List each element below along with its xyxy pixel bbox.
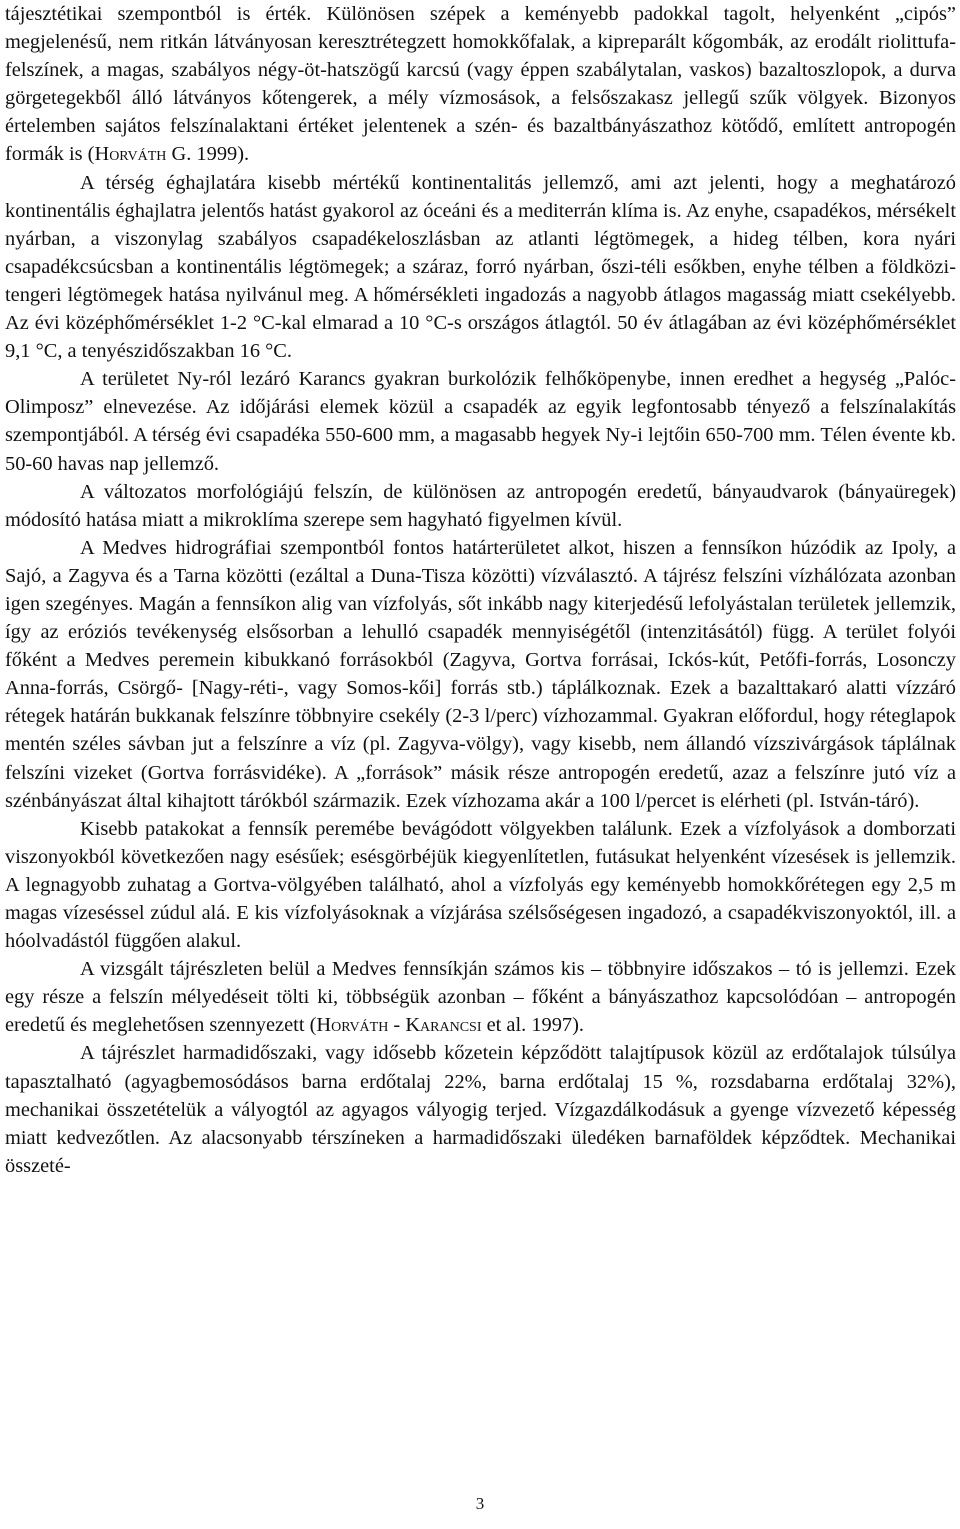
citation-separator: - [388, 1014, 406, 1037]
citation-author: Horváth [316, 1014, 389, 1037]
citation-year: G. 1999). [166, 143, 250, 166]
paragraph-4: A változatos morfológiájú felszín, de különösen az antropogén eredetű, bányaudvarok (bányaüregek) módosító hatása miatt a mikroklíma szerepe sem hagyható figyelmen kívül. [5, 480, 956, 531]
body-text [5, 0, 956, 1180]
paragraph-7-text: A vizsgált tájrészleten belül a Medves fennsíkján számos kis – többnyire időszakos – tó is jellemzi. Ezek egy része a felszín mélyedéseit tölti ki, többségük azonban – főként a bányászathoz kapcsolódóan – antropogén eredetű és meglehetősen szennyezett ( [5, 958, 956, 1037]
paragraph-2: A térség éghajlatára kisebb mértékű kontinentalitás jellemző, ami azt jelenti, hogy a meghatározó kontinentális éghajlatra jelentős hatást gyakorol az óceáni és a mediterrán klíma is. Az enyhe, csapadékos, mérsékelt nyárban, a viszonylag szabályos csapadékeloszlásban az atlanti légtömegek, a hideg télben, kora nyári csapadékcsúcsban a kontinentális légtömegek; a száraz, forró nyárban, őszi-téli esőkben, enyhe télben a földközi-tengeri légtömegek hatása nyilvánul meg. A hőmérsékleti ingadozás a nagyobb átlagos magasság miatt csekélyebb. Az évi középhőmérséklet 1-2 °C-kal elmarad a 10 °C-s országos átlagtól. 50 év átlagában az évi középhőmérséklet 9,1 °C, a tenyészidőszakban 16 °C. [5, 171, 956, 363]
citation-author: Karancsi [405, 1014, 482, 1037]
paragraph-6: Kisebb patakokat a fennsík peremébe bevágódott völgyekben találunk. Ezek a vízfolyások a domborzati viszonyokból következően nagy esésűek; esésgörbéjük kiegyenlítetlen, futásukat helyenként vízesések is jellemzik. A legnagyobb zuhatag a Gortva-völgyében található, ahol a vízfolyás egy keményebb homokkőrétegen egy 2,5 m magas vízeséssel zúdul alá. E kis vízfolyásoknak a vízjárása szélsőségesen ingadozó, a csapadékviszonyoktól, ill. a hóolvadástól függően alakul. [5, 817, 956, 953]
paragraph-5: A Medves hidrográfiai szempontból fontos határterületet alkot, hiszen a fennsíkon húzódik az Ipoly, a Sajó, a Zagyva és a Tarna közötti (ezáltal a Duna-Tisza közötti) vízválasztó. A tájrész felszíni vízhálózata azonban igen szegényes. Magán a fennsíkon alig van vízfolyás, sőt inkább nagy kiterjedésű lefolyástalan területek jellemzik, így az eróziós tevékenység elsősorban a lehulló csapadék mennyiségétől (intenzitásától) függ. A terület folyói főként a Medves peremein kibukkanó forrásokból (Zagyva, Gortva forrásai, Ickós-kút, Petőfi-forrás, Losonczy Anna-forrás, Csörgő- [Nagy-réti-, vagy Somos-kői] forrás stb.) táplálkoznak. Ezek a bazalttakaró alatti vízzáró rétegek határán bukkanak felszínre többnyire csekély (2-3 l/perc) vízhozammal. Gyakran előfordul, hogy réteglapok mentén széles sávban jut a felszínre a víz (pl. Zagyva-völgy), vagy kisebb, nem állandó vízszivárgások táplálnak felszíni vizeket (Gortva forrásvidéke). A „források” másik része antropogén eredetű, azaz a felszínre jutó víz a szénbányászat által kihajtott tárókból származik. Ezek vízhozama akár a 100 l/percet is elérheti (pl. István-táró). [5, 536, 956, 812]
citation-year: et al. 1997). [481, 1014, 585, 1037]
paragraph-7 [5, 955, 956, 1039]
paragraph-3: A területet Ny-ról lezáró Karancs gyakran burkolózik felhőköpenybe, innen eredhet a hegység „Palóc-Olimposz” elnevezése. Az időjárási elemek közül a csapadék az egyik legfontosabb tényező a felszínalakítás szempontjából. A térség évi csapadéka 550-600 mm, a magasabb hegyek Ny-i lejtőin 650-700 mm. Télen évente kb. 50-60 havas nap jellemző. [5, 368, 956, 475]
page-number: 3 [475, 1494, 485, 1513]
paragraph-1 [5, 0, 956, 169]
paragraph-8: A tájrészlet harmadidőszaki, vagy idősebb kőzetein képződött talajtípusok közül az erdőtalajok túlsúlya tapasztalható (agyagbemosódásos barna erdőtalaj 22%, barna erdőtalaj 15 %, rozsdabarna erdőtalaj 32%), mechanikai összetételük a vályogtól az agyagos vályogig terjed. Vízgazdálkodásuk a gyenge vízvezető képesség miatt kedvezőtlen. Az alacsonyabb térszíneken a harmadidőszaki üledéken barnaföldek képződtek. Mechanikai összeté- [5, 1042, 956, 1177]
citation-author: Horváth [94, 143, 167, 166]
paragraph-1-text: tájesztétikai szempontból is érték. Különösen szépek a keményebb padokkal tagolt, helyenként „cipós” megjelenésű, nem ritkán látványosan keresztrétegzett homokkőfalak, a kipreparált kőgombák, az erodált riolittufa-felszínek, a magas, szabályos négy-öt-hatszögű karcsú (vagy éppen szabálytalan, vaskos) bazaltoszlopok, a durva görgetegekből álló látványos kőtengerek, a mély vízmosások, a felsőszakasz jellegű szűk völgyek. Bizonyos értelemben sajátos felszínalaktani értéket jelentenek a szén- és bazaltbányászathoz kötődő, említett antropogén formák is ( [5, 3, 956, 166]
